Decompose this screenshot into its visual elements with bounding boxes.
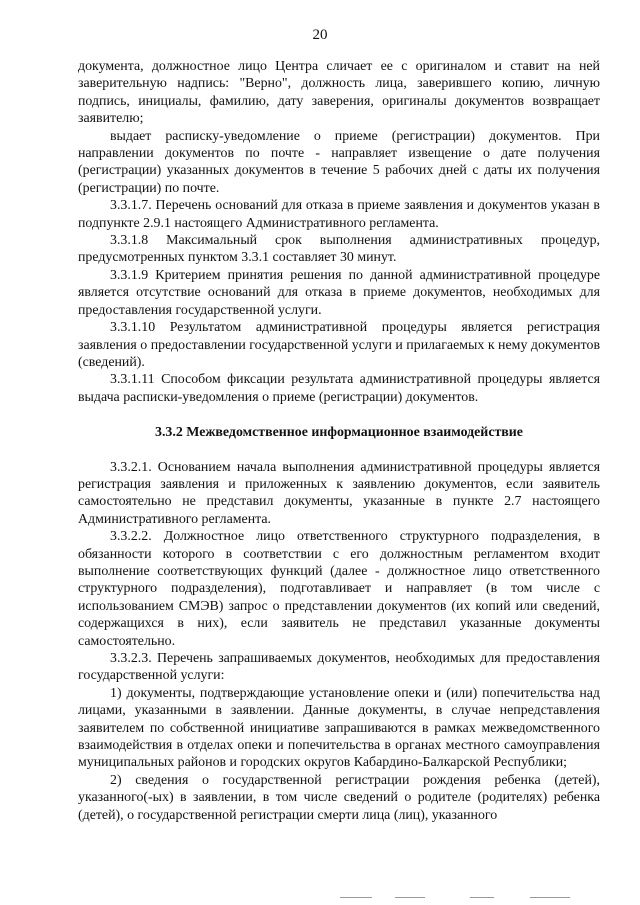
paragraph: 3.3.1.11 Способом фиксации результата административной процедуры является выдача расписки-уведомления о приеме (регистрации) документов. [78,372,600,405]
scan-artifact-marks [340,897,590,899]
paragraph: выдает расписку-уведомление о приеме (регистрации) документов. При направлении документов по почте - направляет извещение о дате получения (регистрации) указанных документов в течение 5 рабочих дней с даты их получения (регистрации) по почте. [78,128,600,196]
section-3-3-2-body [78,459,600,825]
paragraph: 3.3.1.9 Критерием принятия решения по данной административной процедуре является отсутствие оснований для отказа в приеме документов, необходимых для предоставления государственной услуги. [78,267,600,318]
paragraph: документа, должностное лицо Центра сличает ее с оригиналом и ставит на ней заверительную надпись: "Верно", должность лица, заверившего копию, личную подпись, инициалы, фамилию, дату заверения, оригиналы документов возвращает заявителю; [78,59,600,127]
page-number: 20 [312,27,328,43]
section-heading: 3.3.2 Межведомственное информационное взаимодействие [155,425,523,441]
paragraph: 3.3.1.8 Максимальный срок выполнения административных процедур, предусмотренных пунктом 3.3.1 составляет 30 минут. [78,233,600,266]
paragraph: 1) документы, подтверждающие установление опеки и (или) попечительства над лицами, указанными в заявлении. Данные документы, в случае непредставления заявителем по собственной инициативе запрашиваются в рамках межведомственного взаимодействия в отделах опеки и попечительства в органах местного самоуправления муниципальных районов и городских округов Кабардино-Балкарской Республики; [78,685,600,771]
section-3-3-1-continuation [78,58,600,406]
paragraph: 3.3.2.2. Должностное лицо ответственного структурного подразделения, в обязанности которого в соответствии с его должностным регламентом входит выполнение соответствующих функций (далее - должностное лицо ответственного структурного подразделения), подготавливает и направляет (в том числе с использованием СМЭВ) запрос о представлении документов (их копий или сведений, содержащихся в них), если заявитель не представил указанные документы самостоятельно. [78,529,600,649]
paragraph: 3.3.2.3. Перечень запрашиваемых документов, необходимых для предоставления государственной услуги: [78,651,600,684]
paragraph: 3.3.1.10 Результатом административной процедуры является регистрация заявления о предоставлении государственной услуги и прилагаемых к нему документов (сведений). [78,320,600,370]
paragraph: 3.3.1.7. Перечень оснований для отказа в приеме заявления и документов указан в подпункте 2.9.1 настоящего Административного регламента. [78,198,600,231]
paragraph: 3.3.2.1. Основанием начала выполнения административной процедуры является регистрация заявления и приложенных к заявлению документов, если заявитель самостоятельно не представил документы, указанные в пункте 2.7 настоящего Административного регламента. [78,459,600,527]
paragraph: 2) сведения о государственной регистрации рождения ребенка (детей), указанного(-ых) в заявлении, в том числе сведений о родителе (родителях) ребенка (детей), о государственной регистрации смерти лица (лиц), указанного [78,772,600,823]
document-body [78,58,600,824]
